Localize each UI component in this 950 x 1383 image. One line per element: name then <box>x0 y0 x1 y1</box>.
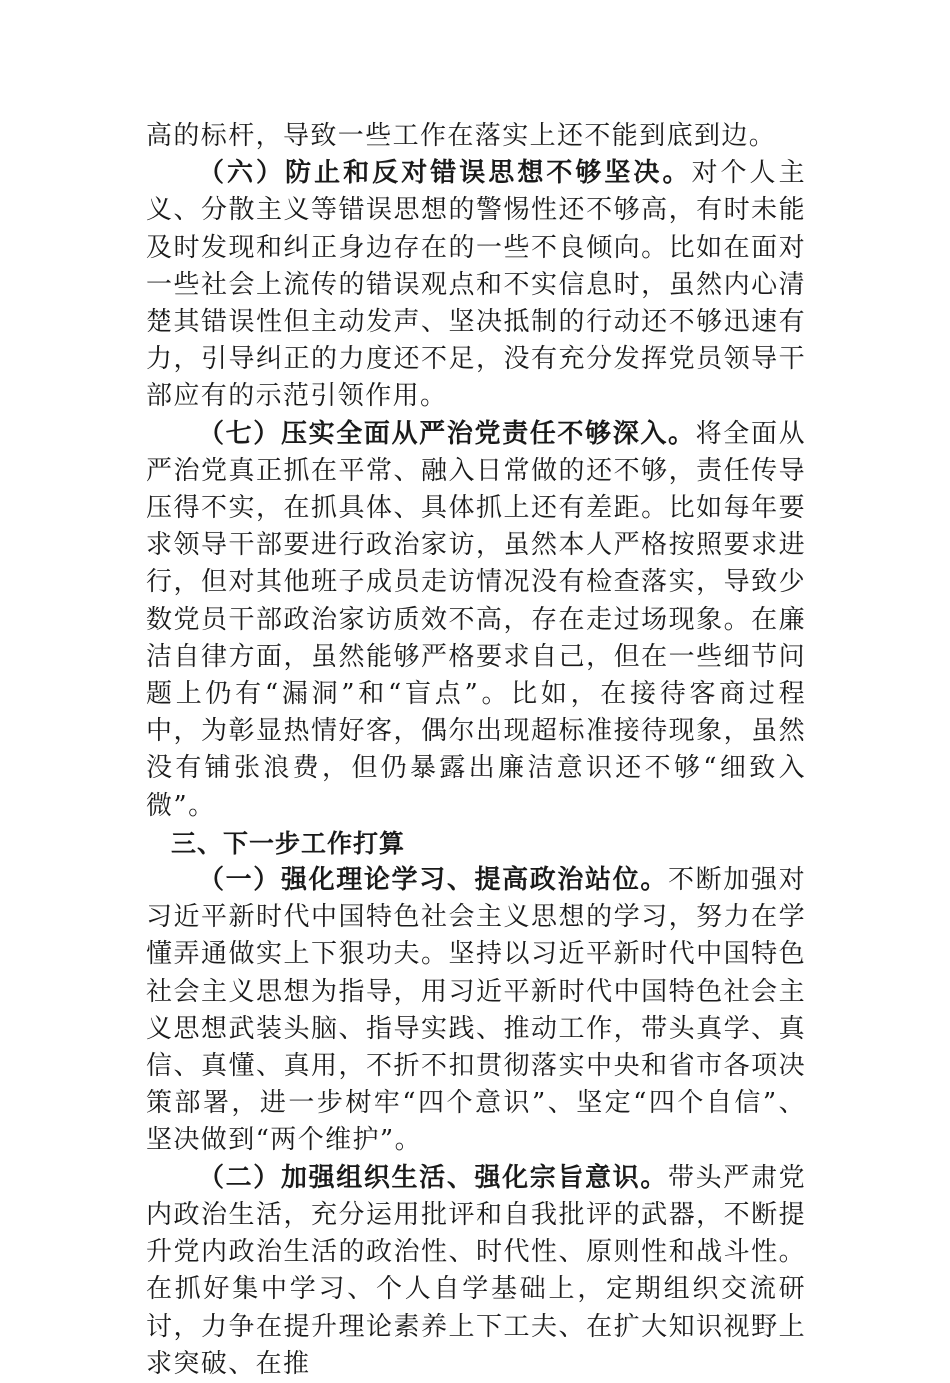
paragraph-text-seven: 将全面从严治党真正抓在平常、融入日常做的还不够，责任传导压得不实，在抓具体、具体抓上还有差距。比如每年要求领导干部要进行政治家访，虽然本人严格按照要求进行，但对其他班子成员走访情况没有检查落实，导致少数党员干部政治家访质效不高，存在走过场现象。在廉洁自律方面，虽然能够严格要求自己，但在一些细节问题上仍有“漏洞”和“盲点”。比如，在接待客商过程中，为彰显热情好客，偶尔出现超标准接待现象，虽然没有铺张浪费，但仍暴露出廉洁意识还不够“细致入微”。 <box>146 418 806 821</box>
paragraph-plan-one <box>146 862 806 1160</box>
paragraph-text: 高的标杆，导致一些工作在落实上还不能到底到边。 <box>146 121 777 151</box>
section-heading-next-steps: 三、下一步工作打算 <box>171 828 406 858</box>
paragraph-item-seven <box>146 416 806 825</box>
paragraph-lead-seven: （七）压实全面从严治党责任不够深入。 <box>198 418 696 449</box>
paragraph-continuation <box>146 118 806 155</box>
paragraph-text-plan-two: 带头严肃党内政治生活，充分运用批评和自我批评的武器，不断提升党内政治生活的政治性、时代性、原则性和战斗性。在抓好集中学习、个人自学基础上，定期组织交流研讨，力争在提升理论素养上下工夫、在扩大知识视野上求突破、在推 <box>146 1162 806 1379</box>
paragraph-text-six: 对个人主义、分散主义等错误思想的警惕性还不够高，有时未能及时发现和纠正身边存在的一些不良倾向。比如在面对一些社会上流传的错误观点和不实信息时，虽然内心清楚其错误性但主动发声、坚决抵制的行动还不够迅速有力，引导纠正的力度还不足，没有充分发挥党员领导干部应有的示范引领作用。 <box>146 158 806 412</box>
paragraph-lead-plan-two: （二）加强组织生活、强化宗旨意识。 <box>198 1162 668 1193</box>
paragraph-text-plan-one: 不断加强对习近平新时代中国特色社会主义思想的学习，努力在学懂弄通做实上下狠功夫。坚持以习近平新时代中国特色社会主义思想为指导，用习近平新时代中国特色社会主义思想武装头脑、指导实践、推动工作，带头真学、真信、真懂、真用，不折不扣贯彻落实中央和省市各项决策部署，进一步树牢“四个意识”、坚定“四个自信”、坚决做到“两个维护”。 <box>146 865 806 1156</box>
paragraph-plan-two <box>146 1160 806 1383</box>
document-body <box>146 118 806 1383</box>
paragraph-item-six <box>146 155 806 415</box>
paragraph-lead-six: （六）防止和反对错误思想不够坚决。 <box>198 158 692 189</box>
paragraph-lead-plan-one: （一）强化理论学习、提高政治站位。 <box>198 865 668 896</box>
